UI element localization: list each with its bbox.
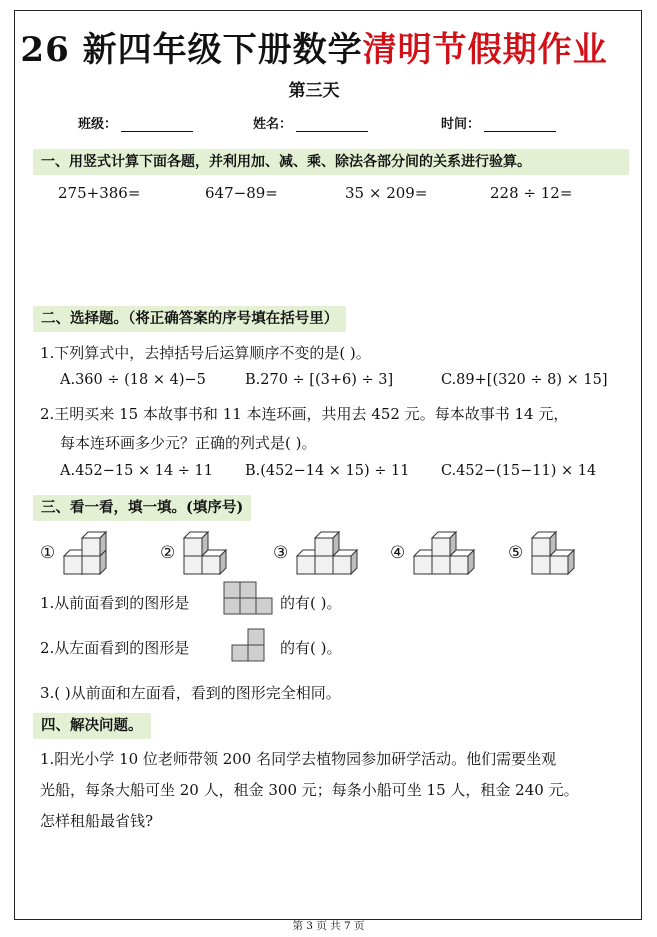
word-problem-line1: 1.阳光小学 10 位老师带领 200 名同学去植物园参加研学活动。他们需要坐观 (40, 750, 557, 768)
time-label: 时间： (441, 117, 481, 132)
q2-option-b: B.(452−14 × 15) ÷ 11 (245, 463, 410, 479)
section3-heading: 三、看一看，填一填。(填序号) (33, 495, 251, 521)
cube-figure-3 (273, 530, 365, 576)
left-view-shape-icon (231, 628, 265, 662)
day-label: 第三天 (288, 81, 340, 101)
cube-figure-2 (160, 530, 240, 576)
front-view-shape-icon (223, 581, 273, 615)
calc-problem: 275+386= (58, 184, 141, 202)
cube-figure-5 (508, 530, 588, 576)
section4-heading: 四、解决问题。 (33, 713, 151, 739)
cube-stack-5-icon (528, 530, 588, 576)
cube-stack-1-icon (60, 530, 120, 576)
figure-number: ① (40, 543, 56, 563)
name-label: 姓名： (253, 117, 293, 132)
page-title (0, 22, 628, 71)
class-label: 班级： (78, 117, 118, 132)
view-question-1-suffix: 的有( )。 (280, 594, 342, 612)
name-blank[interactable] (296, 117, 368, 132)
view-question-2-suffix: 的有( )。 (280, 639, 342, 657)
q2-option-c: C.452−(15−11) × 14 (441, 463, 597, 479)
view-question-2-prefix: 2.从左面看到的图形是 (40, 639, 190, 657)
choice-question-2-line1: 2.王明买来 15 本故事书和 11 本连环画，共用去 452 元。每本故事书 14 元， (40, 405, 569, 423)
calc-problem: 35 × 209= (345, 184, 428, 202)
cube-figure-4 (390, 530, 482, 576)
figure-number: ⑤ (508, 543, 524, 563)
cube-stack-3-icon (293, 530, 365, 576)
q1-option-a: A.360 ÷ (18 × 4)−5 (60, 372, 206, 388)
time-field[interactable] (441, 113, 556, 132)
title-black: 26 新四年级下册数学 (20, 30, 363, 70)
time-blank[interactable] (484, 117, 556, 132)
view-question-3: 3.( )从前面和左面看，看到的图形完全相同。 (40, 684, 341, 702)
word-problem-line2: 光船，每条大船可坐 20 人，租金 300 元；每条小船可坐 15 人，租金 240 元。 (40, 781, 579, 799)
q2-option-a: A.452−15 × 14 ÷ 11 (60, 463, 213, 479)
calc-problem: 228 ÷ 12= (490, 184, 573, 202)
figure-number: ② (160, 543, 176, 563)
class-blank[interactable] (121, 117, 193, 132)
section1-heading: 一、用竖式计算下面各题，并利用加、减、乘、除法各部分间的关系进行验算。 (33, 149, 629, 175)
q1-option-c: C.89+[(320 ÷ 8) × 15] (441, 372, 608, 388)
section2-heading: 二、选择题。（将正确答案的序号填在括号里） (33, 306, 346, 332)
class-field[interactable] (78, 113, 193, 132)
cube-stack-4-icon (410, 530, 482, 576)
view-question-1 (40, 592, 189, 613)
page-number: 第 3 页 共 7 页 (292, 920, 365, 932)
view-question-1-prefix: 1.从前面看到的图形是 (40, 594, 190, 612)
figure-number: ③ (273, 543, 289, 563)
figure-number: ④ (390, 543, 406, 563)
word-problem-line3: 怎样租船最省钱? (40, 812, 154, 830)
cube-figure-1 (40, 530, 120, 576)
cube-stack-2-icon (180, 530, 240, 576)
name-field[interactable] (253, 113, 368, 132)
calc-problem: 647−89= (205, 184, 278, 202)
q1-option-b: B.270 ÷ [(3+6) ÷ 3] (245, 372, 394, 388)
title-red: 清明节假期作业 (362, 30, 608, 70)
choice-question-2-line2: 每本连环画多少元？正确的列式是( )。 (60, 434, 317, 452)
choice-question-1: 1.下列算式中，去掉括号后运算顺序不变的是( )。 (40, 344, 371, 362)
